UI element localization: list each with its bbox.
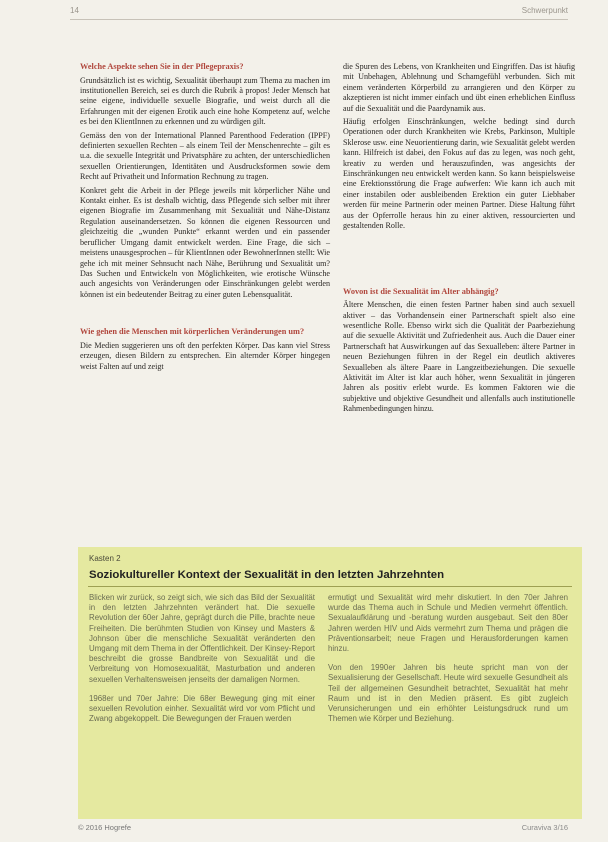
- section-label: Schwerpunkt: [521, 6, 568, 15]
- question-heading-body-changes: Wie gehen die Menschen mit körperlichen Veränderungen um?: [80, 327, 305, 337]
- box-paragraph: ermutigt und Sexualität wird mehr diskutiert. In den 70er Jahren wurde das Thema auch in Schule und Medien vermehrt öffentlich. Sexualaufklärung und -beratung wurden ausgebaut. Seit den 80er Jahren werden HIV und Aids vermehrt zum Thema und prägen die Präventionsarbeit; neue Fragen und Herausforderungen kamen hinzu.: [328, 593, 568, 654]
- question-heading-care-practice: Welche Aspekte sehen Sie in der Pflegepraxis?: [80, 62, 244, 71]
- box-tag: Kasten 2: [89, 554, 121, 563]
- paragraph: die Spuren des Lebens, von Krankheiten und Eingriffen. Das ist häufig mit Unbehagen, Ablehnung und Schamgefühl verbunden. Sich mit einem veränderten Körperbild zu arrangieren und den Körper zu akzeptieren ist nicht immer einfach und übt einen erheblichen Einfluss auf die Sexualität und die Paardynamik aus.: [343, 62, 575, 113]
- paragraph: Gemäss den von der International Planned Parenthood Federation (IPPF) definierten sexuellen Rechten – als einem Teil der Menschenrechte – gilt es u.a. die sexuelle Integrität und Privatsphäre zu achten, der unterschiedlichen sexuellen Orientierungen, Identitäten und Ausdrucksformen sowie dem Recht auf Privatheit und Information Rechnung zu tragen.: [80, 130, 330, 182]
- paragraph: Die Medien suggerieren uns oft den perfekten Körper. Das kann viel Stress erzeugen, diesen Bildern zu entsprechen. Ein alternder Körper hingegen weist Falten auf und zeigt: [80, 340, 330, 371]
- box-paragraph: Von den 1990er Jahren bis heute spricht man von der Sexualisierung der Gesellschaft. Heute wird sexuelle Gesundheit als Teil der allgemeinen Gesundheit betrachtet, Sexualität hat mehr Raum und ist in den Medien präsent. Es gibt zugleich Verunsicherungen und ein erhöhter Leistungsdruck rund um Themen wie Körper und Beziehung.: [328, 663, 568, 724]
- box-left-column: [89, 593, 315, 733]
- page-number: 14: [70, 6, 79, 15]
- left-column: [80, 62, 330, 375]
- box-right-column: [328, 593, 568, 733]
- footer-copyright: © 2016 Hogrefe: [78, 823, 132, 832]
- paragraph: Ältere Menschen, die einen festen Partner haben sind auch sexuell aktiver – das Vorhandensein einer Partnerschaft spielt also eine wesentliche Rolle. Ebenso wirkt sich die Qualität der Paarbeziehung auf die sexuelle Aktivität und Zufriedenheit aus. Auch die Dauer einer Partnerschaft hat Auswirkungen auf das Sexualleben: ältere Partner in neuen Beziehungen führen in der Regel ein deutlich aktiveres Sexualleben als ältere Paare in Langzeitbeziehungen. Die sexuelle Aktivität im Alter ist klar auch höher, wenn Sexualität in jüngeren Jahren als positiv erlebt wurde. Es kommen Faktoren wie die subjektive und objektive Gesundheit und allenfalls auch institutionelle Rahmenbedingungen hinzu.: [343, 300, 575, 414]
- paragraph: Grundsätzlich ist es wichtig, Sexualität überhaupt zum Thema zu machen im institutionellen Bereich, sei es durch die Rubrik à propos! Jeder Mensch hat seine eigene, individuelle sexuelle Biografie, und weist durch all die Erfahrungen mit der eigenen Erotik auch eine hohe Kompetenz auf, welche es bei den KlientInnen zu erkennen und zu würdigen gilt.: [80, 75, 330, 127]
- box-title: Soziokultureller Kontext der Sexualität in den letzten Jahrzehnten: [89, 569, 445, 581]
- header-divider: [70, 19, 568, 20]
- box-paragraph: Blicken wir zurück, so zeigt sich, wie sich das Bild der Sexualität in den letzten Jahrzehnten verändert hat. Die sexuelle Revolution der 60er Jahre, geprägt durch die Pille, brachte neue Freiheiten. Die berühmten Studien von Kinsey und Masters & Johnson über die menschliche Sexualität veränderten den Umgang mit dem Thema in der Öffentlichkeit. Der Kinsey-Report beschreibt die grosse Bandbreite von Sexualität und die Verbreitung von Homosexualität, Masturbation und anderen sexuellen Verhaltensweisen jenseits der damaligen Normen.: [89, 593, 315, 684]
- paragraph: Konkret geht die Arbeit in der Pflege jeweils mit körperlicher Nähe und Kontakt einher. Es ist deshalb wichtig, dass Pflegende sich selber mit ihrer eigenen Biografie im Zusammenhang mit Sexualität und Nähe-Distanz Regulation auseinandersetzen. So können die eigenen Ressourcen und gleichzeitig die „wunden Punkte“ erkannt werden und ein passender beruflicher Umgang damit entwickelt werden. Eine Frage, die sich – meistens unausgesprochen – für KlientInnen oder BewohnerInnen stellt: Wie gehe ich mit meiner Sehnsucht nach Nähe, Berührung und Sexualität um? Das Suchen und Entwickeln von Möglichkeiten, wie erotische Wünsche auch angesichts von Veränderungen oder Einschränkungen gelebt werden können ist ein bedeutender Beitrag zu einer guten Lebensqualität.: [80, 185, 330, 299]
- page-header: [0, 0, 608, 26]
- info-box: [78, 547, 582, 819]
- footer-issue: Curaviva 3/16: [521, 823, 568, 832]
- right-column: [343, 62, 575, 418]
- paragraph: Häufig erfolgen Einschränkungen, welche bedingt sind durch Operationen oder durch Krankheiten wie Krebs, Parkinson, Multiple Sklerose usw. eine Neuorientierung darin, wie Sexualität gelebt werden kann. Hilfreich ist dabei, den Fokus auf das zu legen, was noch geht, kreativ zu werden und herauszufinden, was angesichts der Einschränkungen neu entwickelt werden kann. So kann beispielsweise eine Erektionsstörung die Frage aufwerfen: Wie kann ich auch mit einer instabilen oder ausbleibenden Erektion ein guter Liebhaber werden für meine Partnerin oder meinen Partner. Diese Haltung führt aus der Opferrolle heraus hin zu einer aktiven, ressourcierten und gestaltenden Rolle.: [343, 117, 575, 231]
- question-heading-sexuality-age: Wovon ist die Sexualität im Alter abhängig?: [343, 286, 499, 296]
- box-paragraph: 1968er und 70er Jahre: Die 68er Bewegung ging mit einer sexuellen Revolution einher. Sexualität wird vor vom Pflicht und Zwang abgekoppelt. Die Bewegungen der Frauen werden: [89, 693, 315, 724]
- box-divider: [88, 586, 572, 587]
